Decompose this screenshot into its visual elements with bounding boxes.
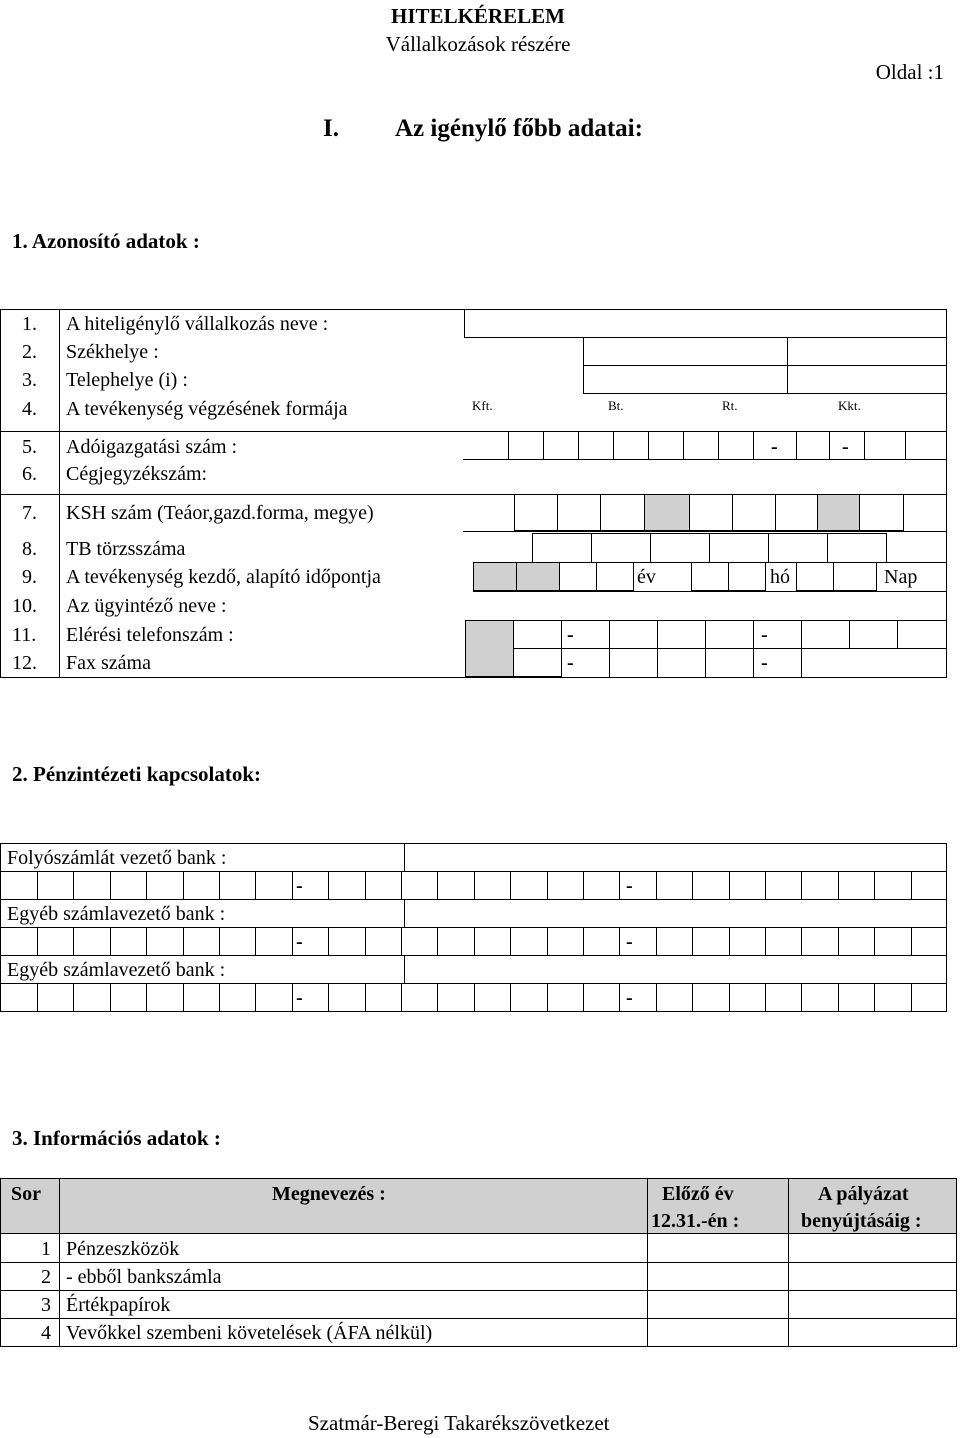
account-digit-divider bbox=[510, 983, 511, 1011]
account-digit-divider bbox=[801, 983, 802, 1011]
account-digit-divider bbox=[474, 983, 475, 1011]
account-dash: - bbox=[626, 875, 633, 897]
info-row-number: 3 bbox=[41, 1294, 51, 1316]
account-digit-divider bbox=[328, 927, 329, 955]
date-month-label: hó bbox=[770, 566, 790, 588]
account-digit-divider bbox=[73, 927, 74, 955]
row-number: 3. bbox=[22, 369, 37, 391]
account-digit-divider bbox=[110, 871, 111, 899]
document-subtitle: Vállalkozások részére bbox=[385, 32, 571, 56]
document-title: HITELKÉRELEM bbox=[391, 4, 565, 28]
account-digit-divider bbox=[255, 927, 256, 955]
row-label: Székhelye : bbox=[66, 341, 159, 363]
fax-dash-1: - bbox=[567, 652, 574, 674]
row-label: Az ügyintéző neve : bbox=[66, 595, 227, 617]
account-digit-divider bbox=[510, 927, 511, 955]
account-digit-divider bbox=[328, 983, 329, 1011]
form-option-kft[interactable]: Kft. bbox=[472, 398, 493, 413]
tax-id-dash-2: - bbox=[842, 436, 849, 458]
header-sor: Sor bbox=[11, 1183, 41, 1205]
account-digit-divider bbox=[292, 871, 293, 899]
account-digit-divider bbox=[619, 983, 620, 1011]
account-digit-divider bbox=[911, 871, 912, 899]
account-digit-divider bbox=[292, 983, 293, 1011]
footer-company: Szatmár-Beregi Takarékszövetkezet bbox=[308, 1411, 610, 1435]
form-option-bt[interactable]: Bt. bbox=[608, 398, 624, 413]
account-digit-divider bbox=[255, 871, 256, 899]
account-digit-divider bbox=[73, 983, 74, 1011]
row-label: A tevékenység végzésének formája bbox=[66, 398, 348, 420]
account-digit-divider bbox=[801, 927, 802, 955]
row-number: 4. bbox=[22, 398, 37, 420]
info-row-number: 1 bbox=[41, 1238, 51, 1260]
account-digit-divider bbox=[729, 927, 730, 955]
account-digit-divider bbox=[437, 983, 438, 1011]
account-digit-divider bbox=[219, 927, 220, 955]
account-digit-divider bbox=[911, 983, 912, 1011]
row-label: Elérési telefonszám : bbox=[66, 624, 234, 646]
row-label: KSH szám (Teáor,gazd.forma, megye) bbox=[66, 502, 374, 524]
account-digit-divider bbox=[183, 927, 184, 955]
phone-dash-2: - bbox=[761, 624, 768, 646]
account-digit-divider bbox=[583, 871, 584, 899]
info-row-label: - ebből bankszámla bbox=[66, 1266, 222, 1288]
account-digit-divider bbox=[365, 927, 366, 955]
account-digit-divider bbox=[874, 983, 875, 1011]
account-dash: - bbox=[296, 987, 303, 1009]
account-digit-divider bbox=[656, 983, 657, 1011]
account-digit-divider bbox=[510, 871, 511, 899]
date-year-label: év bbox=[637, 566, 656, 588]
row-label: A hiteligénylő vállalkozás neve : bbox=[66, 313, 329, 335]
account-digit-divider bbox=[37, 871, 38, 899]
tax-id-dash-1: - bbox=[771, 436, 778, 458]
phone-dash-1: - bbox=[567, 624, 574, 646]
row-number: 6. bbox=[22, 463, 37, 485]
row-number: 12. bbox=[12, 652, 37, 674]
bank-row-label: Egyéb számlavezető bank : bbox=[7, 959, 226, 981]
account-digit-divider bbox=[838, 983, 839, 1011]
row-label: Fax száma bbox=[66, 652, 151, 674]
header-application-date: benyújtásáig : bbox=[801, 1210, 922, 1232]
row-number: 9. bbox=[22, 566, 37, 588]
section-number: I. bbox=[323, 115, 339, 142]
account-digit-divider bbox=[547, 871, 548, 899]
account-digit-divider bbox=[401, 927, 402, 955]
row-number: 2. bbox=[22, 341, 37, 363]
account-digit-divider bbox=[692, 871, 693, 899]
account-digit-divider bbox=[619, 927, 620, 955]
account-digit-divider bbox=[911, 927, 912, 955]
subsection-title-info: 3. Információs adatok : bbox=[12, 1126, 221, 1150]
row-number: 5. bbox=[22, 436, 37, 458]
bank-row-label: Folyószámlát vezető bank : bbox=[7, 847, 227, 869]
account-digit-divider bbox=[365, 983, 366, 1011]
account-digit-divider bbox=[874, 871, 875, 899]
info-row-number: 4 bbox=[41, 1322, 51, 1344]
account-digit-divider bbox=[219, 983, 220, 1011]
header-application: A pályázat bbox=[818, 1183, 909, 1205]
account-digit-divider bbox=[474, 871, 475, 899]
page-number: Oldal :1 bbox=[875, 60, 944, 84]
account-digit-divider bbox=[37, 983, 38, 1011]
account-digit-divider bbox=[729, 983, 730, 1011]
account-digit-divider bbox=[292, 927, 293, 955]
account-digit-divider bbox=[692, 983, 693, 1011]
subsection-title-bank: 2. Pénzintézeti kapcsolatok: bbox=[12, 762, 262, 786]
account-digit-divider bbox=[656, 927, 657, 955]
account-digit-divider bbox=[765, 871, 766, 899]
section-title: Az igénylő főbb adatai: bbox=[395, 115, 643, 142]
account-digit-divider bbox=[583, 983, 584, 1011]
row-label: Adóigazgatási szám : bbox=[66, 436, 238, 458]
account-digit-divider bbox=[583, 927, 584, 955]
account-digit-divider bbox=[110, 983, 111, 1011]
account-dash: - bbox=[296, 931, 303, 953]
account-digit-divider bbox=[838, 927, 839, 955]
info-row-label: Pénzeszközök bbox=[66, 1238, 180, 1260]
form-option-kkt[interactable]: Kkt. bbox=[838, 398, 861, 413]
row-number: 8. bbox=[22, 538, 37, 560]
account-digit-divider bbox=[765, 927, 766, 955]
row-number: 11. bbox=[12, 624, 37, 646]
account-digit-divider bbox=[838, 871, 839, 899]
fax-dash-2: - bbox=[761, 652, 768, 674]
account-digit-divider bbox=[37, 927, 38, 955]
account-digit-divider bbox=[619, 871, 620, 899]
account-digit-divider bbox=[692, 927, 693, 955]
row-label: TB törzsszáma bbox=[66, 538, 186, 560]
row-label: Telephelye (i) : bbox=[66, 369, 188, 391]
account-dash: - bbox=[626, 931, 633, 953]
account-dash: - bbox=[296, 875, 303, 897]
account-digit-divider bbox=[328, 871, 329, 899]
row-number: 7. bbox=[22, 502, 37, 524]
account-digit-divider bbox=[401, 983, 402, 1011]
account-digit-divider bbox=[656, 871, 657, 899]
info-row-label: Értékpapírok bbox=[66, 1294, 171, 1316]
account-digit-divider bbox=[765, 983, 766, 1011]
info-row-label: Vevőkkel szembeni követelések (ÁFA nélkül) bbox=[66, 1322, 433, 1344]
row-label: A tevékenység kezdő, alapító időpontja bbox=[66, 566, 381, 588]
account-digit-divider bbox=[874, 927, 875, 955]
account-digit-divider bbox=[183, 871, 184, 899]
account-digit-divider bbox=[547, 983, 548, 1011]
account-digit-divider bbox=[146, 983, 147, 1011]
account-digit-divider bbox=[437, 871, 438, 899]
date-day-label: Nap bbox=[884, 566, 918, 588]
header-name: Megnevezés : bbox=[272, 1183, 386, 1205]
account-digit-divider bbox=[73, 871, 74, 899]
account-digit-divider bbox=[110, 927, 111, 955]
account-digit-divider bbox=[146, 871, 147, 899]
row-label: Cégjegyzékszám: bbox=[66, 463, 208, 485]
row-number: 10. bbox=[12, 595, 37, 617]
account-dash: - bbox=[626, 987, 633, 1009]
account-digit-divider bbox=[255, 983, 256, 1011]
account-digit-divider bbox=[365, 871, 366, 899]
account-digit-divider bbox=[401, 871, 402, 899]
form-option-rt[interactable]: Rt. bbox=[722, 398, 738, 413]
account-digit-divider bbox=[801, 871, 802, 899]
account-digit-divider bbox=[219, 871, 220, 899]
header-prev-year: Előző év bbox=[662, 1183, 734, 1205]
header-prev-year-date: 12.31.-én : bbox=[651, 1210, 740, 1232]
account-digit-divider bbox=[146, 927, 147, 955]
info-row-number: 2 bbox=[41, 1266, 51, 1288]
account-digit-divider bbox=[474, 927, 475, 955]
account-digit-divider bbox=[437, 927, 438, 955]
account-digit-divider bbox=[547, 927, 548, 955]
account-digit-divider bbox=[729, 871, 730, 899]
row-number: 1. bbox=[22, 313, 37, 335]
bank-row-label: Egyéb számlavezető bank : bbox=[7, 903, 226, 925]
account-digit-divider bbox=[183, 983, 184, 1011]
subsection-title-identifiers: 1. Azonosító adatok : bbox=[12, 229, 200, 253]
